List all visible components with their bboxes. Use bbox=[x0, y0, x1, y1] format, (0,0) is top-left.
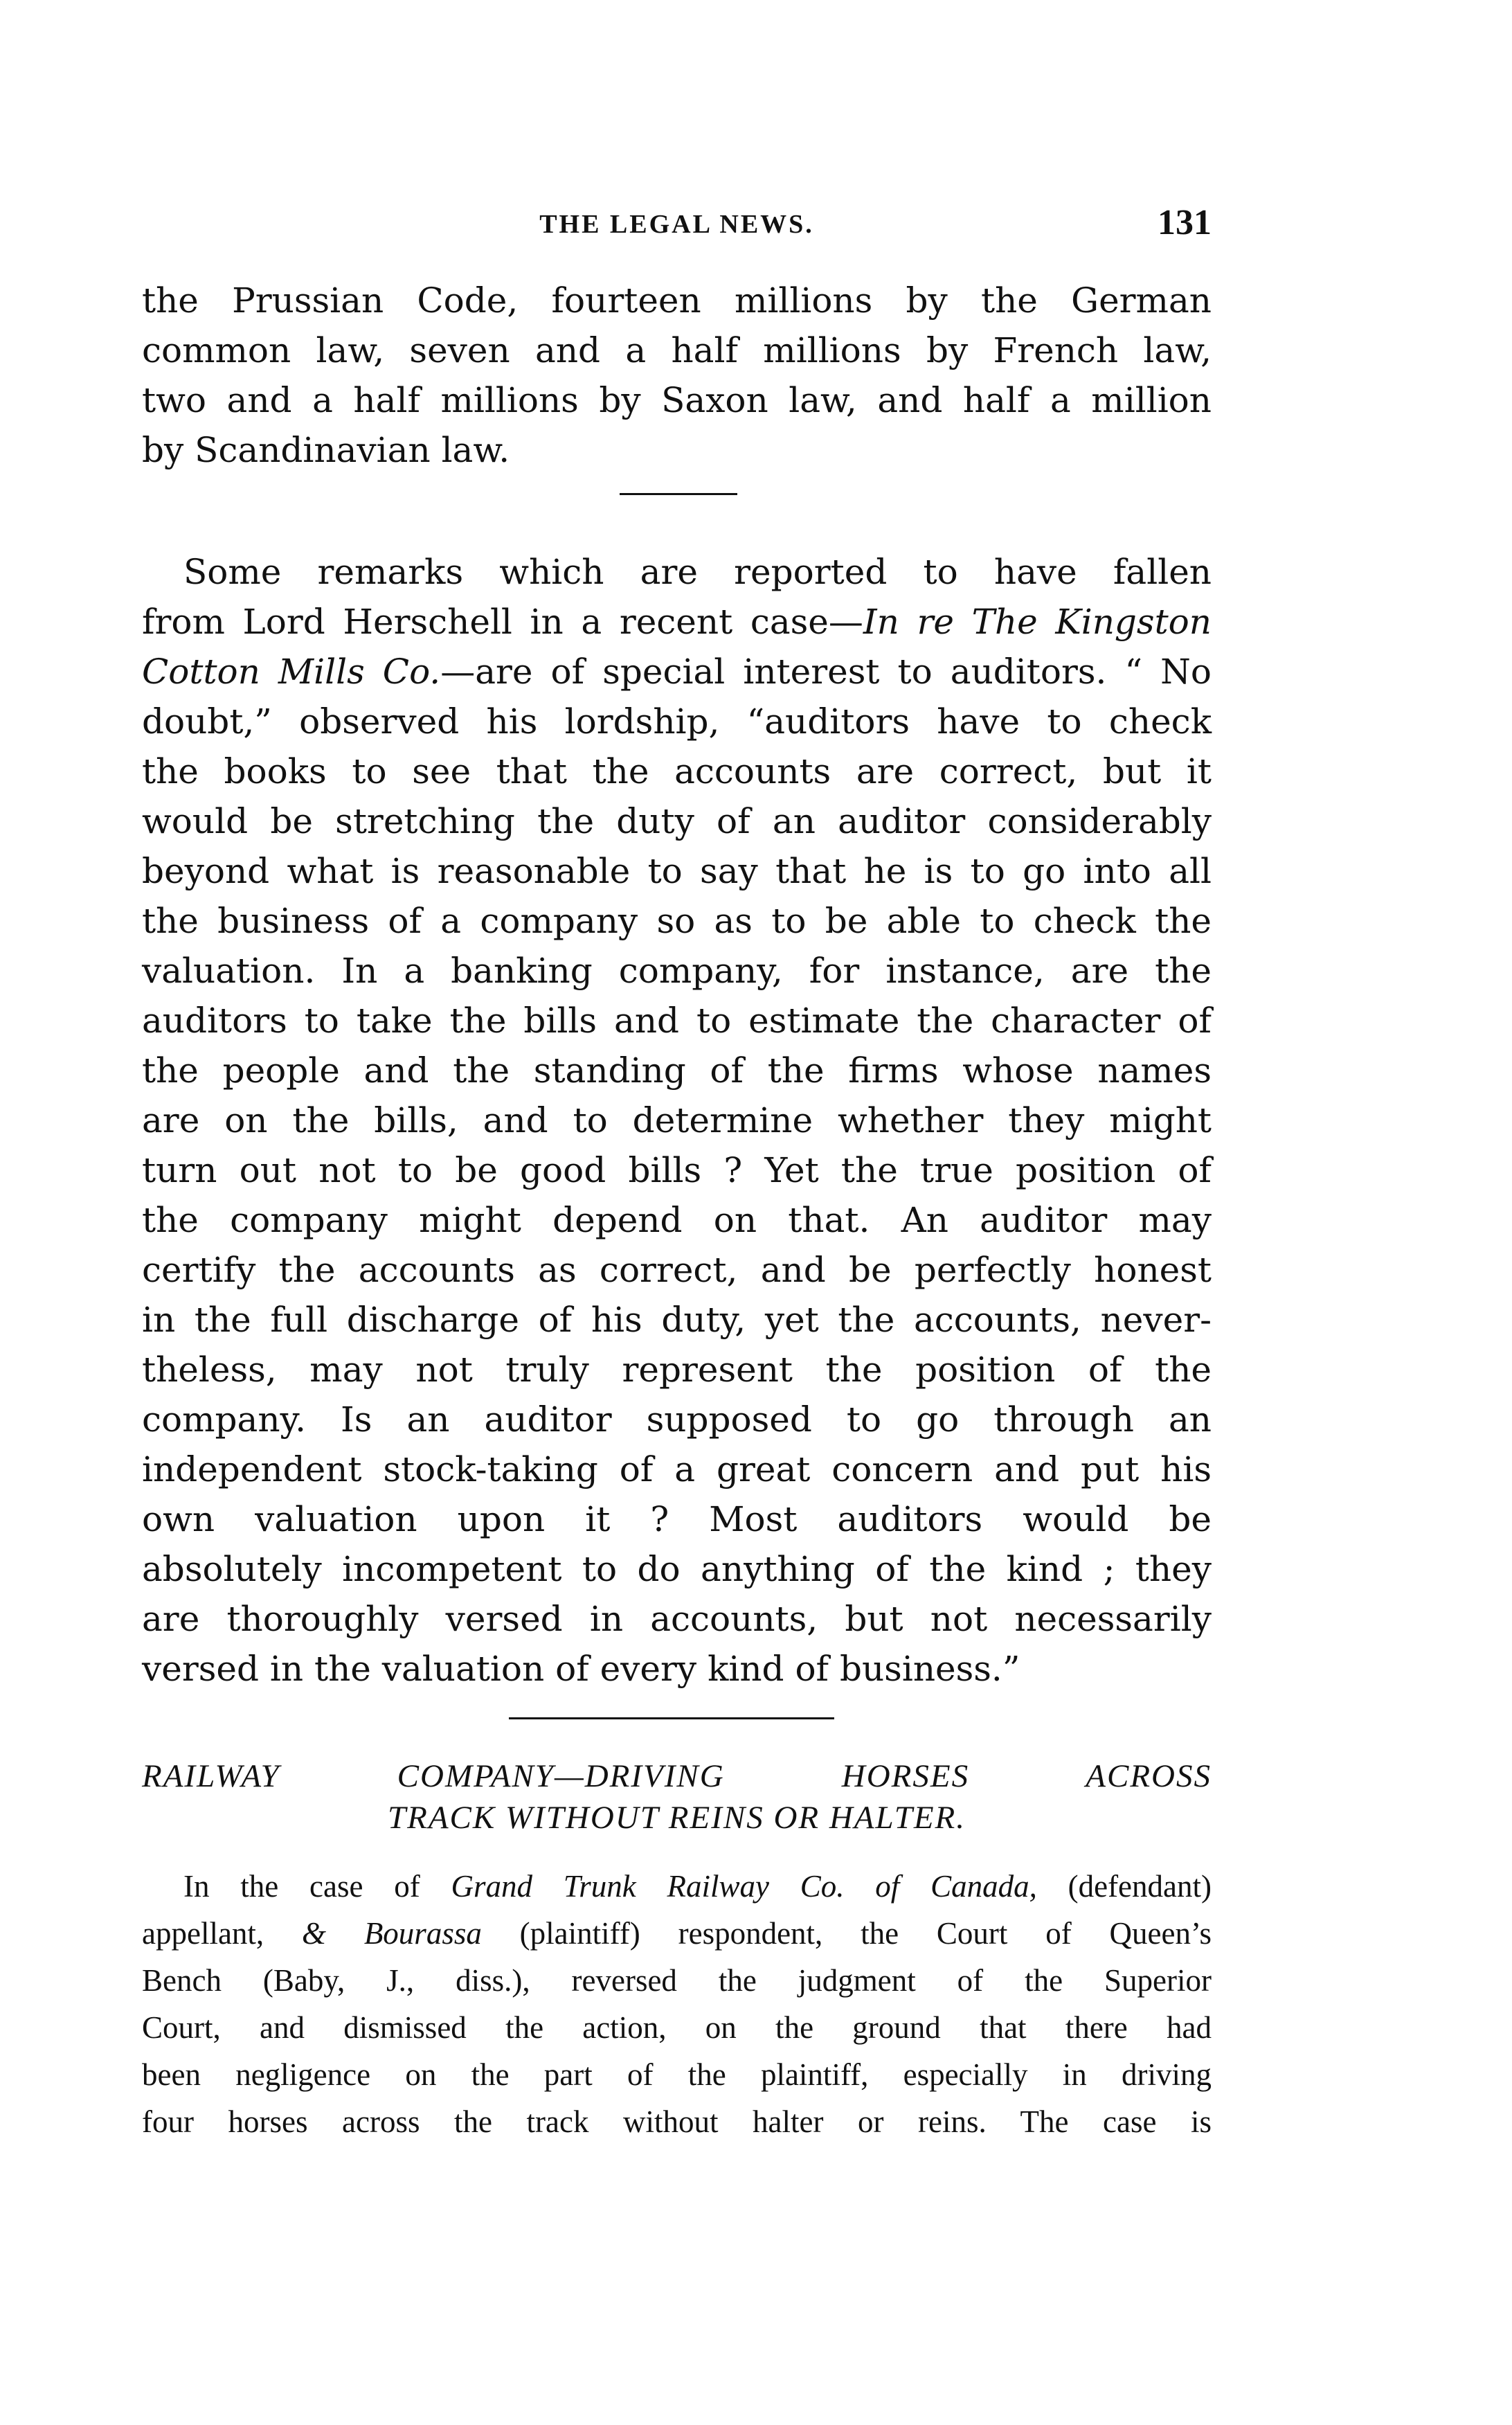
case-name: Cotton Mills Co. bbox=[142, 652, 441, 692]
text-line: in the full discharge of his duty, yet the accounts, never- bbox=[142, 1300, 1212, 1340]
case-name: In re The Kingston bbox=[863, 602, 1212, 642]
text-line: company. Is an auditor supposed to go through an bbox=[142, 1399, 1212, 1440]
text-line: absolutely incompetent to do anything of the kind ; they bbox=[142, 1549, 1212, 1589]
text-line: beyond what is reasonable to say that he is to go into all bbox=[142, 851, 1212, 891]
text-run: (defendant) bbox=[1036, 1869, 1212, 1904]
text-line: would be stretching the duty of an auditor considerably bbox=[142, 801, 1212, 841]
text-run: appellant, bbox=[142, 1916, 302, 1951]
text-line: valuation. In a banking company, for instance, are the bbox=[142, 951, 1212, 991]
text-line: auditors to take the bills and to estimate the character of bbox=[142, 1001, 1212, 1041]
text-line: versed in the valuation of every kind of business.” bbox=[142, 1649, 1020, 1689]
section-divider bbox=[509, 1717, 834, 1719]
text-line: turn out not to be good bills ? Yet the true position of bbox=[142, 1150, 1212, 1190]
paragraph-auditors bbox=[142, 547, 1212, 1694]
text-line: independent stock-taking of a great concern and put his bbox=[142, 1449, 1212, 1489]
text-line: doubt,” observed his lordship, “auditors have to check bbox=[142, 701, 1212, 742]
document-page bbox=[142, 0, 1212, 2425]
heading-line: RAILWAY COMPANY—DRIVING HORSES ACROSS bbox=[142, 1758, 1212, 1794]
text-run: from Lord Herschell in a recent case— bbox=[142, 602, 863, 642]
text-line: certify the accounts as correct, and be perfectly honest bbox=[142, 1250, 1212, 1290]
case-name: & Bourassa bbox=[302, 1916, 482, 1951]
text-line bbox=[142, 597, 1212, 647]
running-title: THE LEGAL NEWS. bbox=[539, 210, 814, 239]
text-run: —are of special interest to auditors. “ No bbox=[440, 652, 1212, 692]
heading-line: TRACK WITHOUT REINS OR HALTER. bbox=[387, 1800, 966, 1836]
text-line: common law, seven and a half millions by French law, bbox=[142, 330, 1212, 370]
text-run: In the case of bbox=[183, 1869, 451, 1904]
text-run: (plaintiff) respondent, the Court of Queen’s bbox=[481, 1916, 1212, 1951]
text-line bbox=[142, 1910, 1212, 1957]
text-line: four horses across the track without halter or reins. The case is bbox=[142, 2104, 1212, 2139]
text-line: Some remarks which are reported to have fallen bbox=[183, 552, 1212, 592]
text-line: Bench (Baby, J., diss.), reversed the judgment of the Superior bbox=[142, 1963, 1212, 1998]
text-line bbox=[142, 647, 1212, 697]
case-name: Grand Trunk Railway Co. of Canada, bbox=[451, 1869, 1037, 1904]
text-line: by Scandinavian law. bbox=[142, 430, 510, 470]
text-line: the business of a company so as to be able to check the bbox=[142, 901, 1212, 941]
text-line: are thoroughly versed in accounts, but not necessarily bbox=[142, 1599, 1212, 1639]
section-heading bbox=[142, 1755, 1212, 1838]
text-line: are on the bills, and to determine whether they might bbox=[142, 1100, 1212, 1140]
paragraph-railway-case bbox=[142, 1863, 1212, 2145]
text-line: theless, may not truly represent the position of the bbox=[142, 1350, 1212, 1390]
section-divider bbox=[620, 493, 737, 495]
text-line: the company might depend on that. An auditor may bbox=[142, 1200, 1212, 1240]
page-number: 131 bbox=[1158, 203, 1212, 242]
text-line: Court, and dismissed the action, on the ground that there had bbox=[142, 2010, 1212, 2045]
text-line: the people and the standing of the firms whose names bbox=[142, 1050, 1212, 1091]
text-line: the Prussian Code, fourteen millions by the German bbox=[142, 280, 1212, 321]
text-line: been negligence on the part of the plaintiff, especially in driving bbox=[142, 2057, 1212, 2092]
text-line bbox=[142, 1863, 1212, 1910]
running-head bbox=[142, 202, 1212, 251]
text-line: two and a half millions by Saxon law, and half a million bbox=[142, 380, 1212, 420]
text-line: own valuation upon it ? Most auditors would be bbox=[142, 1499, 1212, 1539]
paragraph-prussian-code bbox=[142, 276, 1212, 475]
text-line: the books to see that the accounts are correct, but it bbox=[142, 751, 1212, 791]
